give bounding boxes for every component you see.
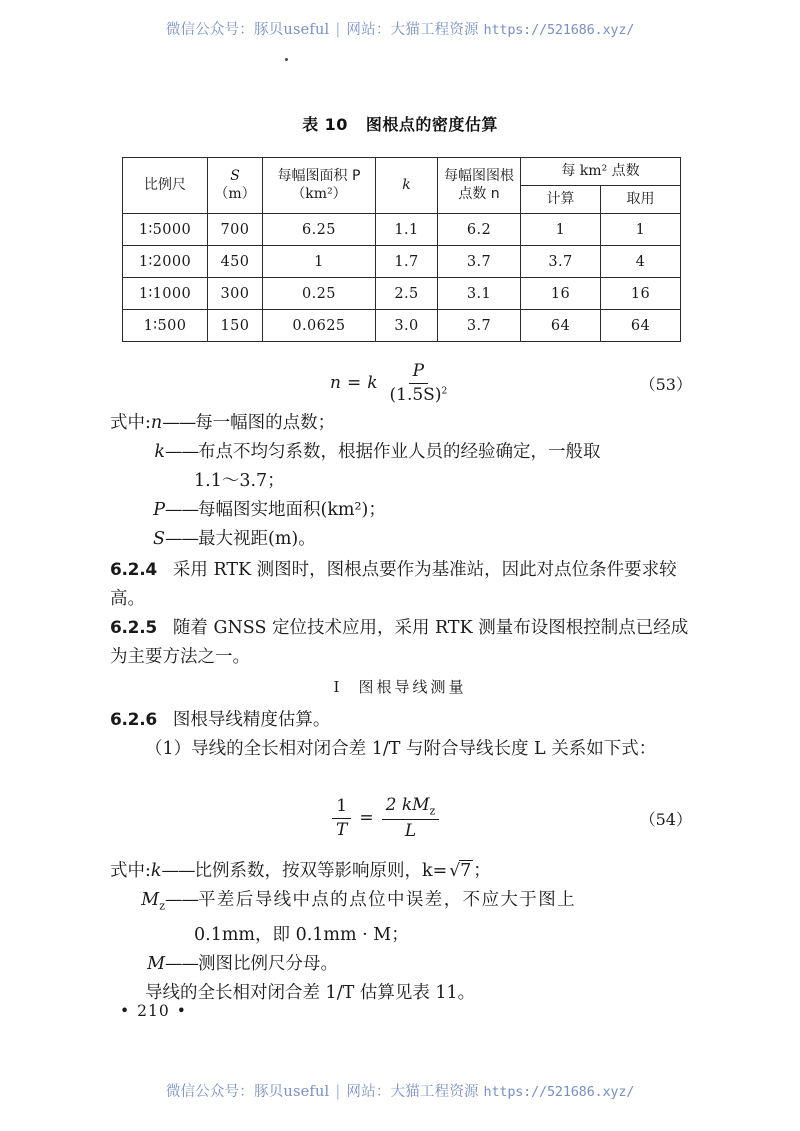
eq54-rhs-fraction	[382, 795, 440, 841]
def53-symbol-p: P	[153, 500, 165, 520]
watermark-url: https://521686.xyz/	[483, 22, 635, 38]
def-line	[110, 886, 695, 921]
section-6-2-6	[110, 706, 690, 735]
eq53-denominator-wrap	[386, 384, 452, 405]
def53-dash: ——	[162, 413, 196, 433]
th-p-label: 每幅图面积 P	[277, 168, 361, 184]
equation-54-row	[0, 793, 800, 843]
cell-s: 450	[208, 246, 263, 278]
table-row	[123, 214, 681, 246]
eq53-numerator: P	[409, 361, 428, 383]
section-6-2-4-number: 6.2.4	[110, 560, 157, 580]
table-caption-title: 图根点的密度估算	[365, 115, 498, 134]
def-line	[110, 496, 695, 525]
eq53-denominator: (1.5S)	[389, 384, 442, 405]
section-6-2-6-item-1	[110, 735, 690, 764]
def54-intro: 式中:	[110, 861, 151, 881]
cell-k: 1.1	[376, 214, 438, 246]
sqrt-icon: √7	[449, 861, 472, 881]
eq53-equals: =	[346, 373, 362, 393]
def54-dash: ——	[161, 861, 195, 881]
watermark-wechat-label: 微信公众号：	[165, 1084, 255, 1100]
eq54-lhs-denominator: T	[336, 819, 348, 840]
cell-calc: 16	[521, 278, 601, 310]
cell-p: 6.25	[263, 214, 376, 246]
equation-53	[330, 361, 453, 405]
watermark-bottom	[0, 1080, 800, 1101]
cell-s: 300	[208, 278, 263, 310]
cell-p: 1	[263, 246, 376, 278]
cell-used: 1	[601, 214, 681, 246]
def54-symbol-k: k	[150, 861, 162, 881]
cell-calc: 3.7	[521, 246, 601, 278]
scan-speck-artifact	[285, 58, 288, 61]
th-k: k	[376, 158, 438, 214]
cell-scale: 1∶1000	[123, 278, 208, 310]
watermark-site-label: 网站：	[346, 1084, 391, 1100]
watermark-site-name: 大猫工程资源	[390, 22, 479, 38]
eq53-fraction	[386, 361, 452, 405]
cell-s: 700	[208, 214, 263, 246]
def53-symbol-n: n	[150, 413, 163, 433]
section-6-2-5	[110, 614, 690, 672]
th-p-unit: （km²）	[291, 185, 347, 202]
table-body	[123, 214, 681, 342]
def53-symbol-s: S	[153, 529, 165, 549]
subsection-title: 图根导线测量	[358, 678, 467, 696]
section-6-2-6-number: 6.2.6	[110, 710, 157, 730]
th-n-line1: 每幅图图根	[444, 168, 514, 184]
watermark-url: https://521686.xyz/	[483, 1084, 635, 1100]
subsection-roman-numeral: Ⅰ	[333, 678, 343, 696]
def-line-continuation	[110, 921, 695, 950]
eq54-rhs-numerator-subscript: z	[429, 804, 436, 818]
def53-symbol-k: k	[154, 442, 165, 462]
page-number-dot-left: •	[120, 1002, 131, 1020]
th-per-km2-calc: 计算	[521, 186, 601, 214]
def53-text-s: 最大视距(m)。	[198, 529, 316, 549]
cell-scale: 1∶500	[123, 310, 208, 342]
cell-k: 1.7	[376, 246, 438, 278]
section-6-2-6-text: 图根导线精度估算。	[172, 710, 331, 730]
section-6-2-4	[110, 556, 690, 614]
eq54-lhs-fraction	[332, 796, 351, 840]
th-p	[263, 158, 376, 214]
def54-closing: 导线的全长相对闭合差 1/T 估算见表 11。	[145, 982, 476, 1003]
table-caption-number: 表 10	[302, 115, 348, 134]
eq54-rhs-denominator: L	[404, 820, 417, 841]
def54-sqrt-value: 7	[460, 861, 472, 881]
th-s-symbol: S	[230, 168, 240, 184]
def-line	[110, 409, 695, 438]
table-row	[123, 310, 681, 342]
eq53-coefficient: k	[367, 373, 378, 393]
page-number-dot-right: •	[176, 1002, 187, 1020]
def-line	[110, 438, 695, 467]
def54-text-mz-cont: 0.1mm，即 0.1mm · M；	[194, 924, 409, 945]
th-s	[208, 158, 263, 214]
def54-symbol-m: M	[147, 953, 165, 974]
th-n-line2: 点数 n	[458, 185, 500, 202]
def53-dash: ——	[165, 442, 198, 462]
def53-text-n: 每一幅图的点数；	[195, 413, 336, 433]
cell-scale: 1∶5000	[123, 214, 208, 246]
cell-used: 64	[601, 310, 681, 342]
equation-53-number: （53）	[639, 374, 692, 394]
cell-n: 3.7	[438, 310, 521, 342]
def54-text-mz: 平差后导线中点的点位中误差，不应大于图上	[198, 890, 576, 910]
cell-p: 0.0625	[263, 310, 376, 342]
definitions-53	[110, 409, 695, 554]
eq54-rhs-numerator: 2 kM	[385, 795, 430, 816]
table-row	[123, 278, 681, 310]
cell-scale: 1∶2000	[123, 246, 208, 278]
def-line	[110, 525, 695, 554]
page-number-value: 210	[137, 1002, 170, 1020]
def-line	[110, 950, 695, 979]
def54-k-tail: ；	[473, 861, 491, 881]
section-6-2-4-text: 采用 RTK 测图时，图根点要作为基准站，因此对点位条件要求较高。	[110, 560, 677, 609]
watermark-wechat-name: 豚贝useful	[254, 22, 330, 38]
cell-calc: 1	[521, 214, 601, 246]
cell-n: 3.7	[438, 246, 521, 278]
def54-text-m: 测图比例尺分母。	[198, 953, 338, 974]
def53-text-k: 布点不均匀系数，根据作业人员的经验确定，一般取	[198, 442, 601, 462]
watermark-top	[0, 18, 800, 39]
table-row	[123, 246, 681, 278]
section-6-2-5-text: 随着 GNSS 定位技术应用，采用 RTK 测量布设图根控制点已经成为主要方法之一。	[110, 618, 689, 667]
def-line-continuation	[110, 467, 695, 496]
eq53-lhs: n	[330, 373, 341, 393]
watermark-site-label: 网站：	[346, 22, 391, 38]
eq54-rhs-numerator-wrap	[382, 795, 440, 820]
th-n	[438, 158, 521, 214]
subsection-heading	[0, 676, 800, 697]
cell-used: 4	[601, 246, 681, 278]
equation-53-row	[0, 360, 800, 406]
def54-symbol-mz: M	[141, 890, 160, 910]
eq54-equals: =	[359, 808, 374, 828]
def53-text-k-cont: 1.1～3.7；	[194, 471, 285, 491]
cell-k: 3.0	[376, 310, 438, 342]
watermark-site-name: 大猫工程资源	[390, 1084, 479, 1100]
equation-54-number: （54）	[639, 809, 692, 829]
cell-p: 0.25	[263, 278, 376, 310]
density-table-wrapper	[122, 157, 680, 342]
equation-54	[330, 795, 441, 841]
page-number-footer	[120, 1002, 187, 1020]
cell-s: 150	[208, 310, 263, 342]
def53-intro: 式中:	[110, 413, 151, 433]
cell-n: 6.2	[438, 214, 521, 246]
definitions-54	[110, 857, 695, 1008]
watermark-wechat-label: 微信公众号：	[165, 22, 255, 38]
def54-symbol-mz-subscript: z	[159, 899, 165, 913]
def53-dash: ——	[165, 529, 198, 549]
cell-n: 3.1	[438, 278, 521, 310]
def54-dash: ——	[165, 890, 198, 910]
def54-closing-line	[110, 979, 695, 1008]
eq53-denominator-exponent: 2	[441, 385, 448, 396]
def53-text-p: 每幅图实地面积(km²)；	[198, 500, 386, 520]
def54-dash: ——	[165, 953, 198, 974]
def53-dash: ——	[165, 500, 198, 520]
th-s-unit: （m）	[214, 185, 256, 202]
watermark-separator: |	[335, 22, 341, 38]
table-head	[123, 158, 681, 214]
th-per-km2-used: 取用	[601, 186, 681, 214]
eq54-lhs-numerator: 1	[332, 796, 351, 818]
watermark-separator: |	[335, 1084, 341, 1100]
def-line	[110, 857, 695, 886]
table-caption	[0, 112, 800, 135]
section-6-2-5-number: 6.2.5	[110, 618, 157, 638]
cell-k: 2.5	[376, 278, 438, 310]
watermark-wechat-name: 豚贝useful	[254, 1084, 330, 1100]
def54-text-k: 比例系数，按双等影响原则，k=	[194, 861, 448, 881]
density-estimation-table	[122, 157, 681, 342]
def54-symbol-mz-wrap	[110, 886, 165, 921]
th-scale: 比例尺	[123, 158, 208, 214]
cell-calc: 64	[521, 310, 601, 342]
th-per-km2-group: 每 km² 点数	[521, 158, 681, 186]
table-header-row-1	[123, 158, 681, 186]
item-1-text: （1）导线的全长相对闭合差 1/T 与附合导线长度 L 关系如下式：	[145, 739, 657, 759]
cell-used: 16	[601, 278, 681, 310]
